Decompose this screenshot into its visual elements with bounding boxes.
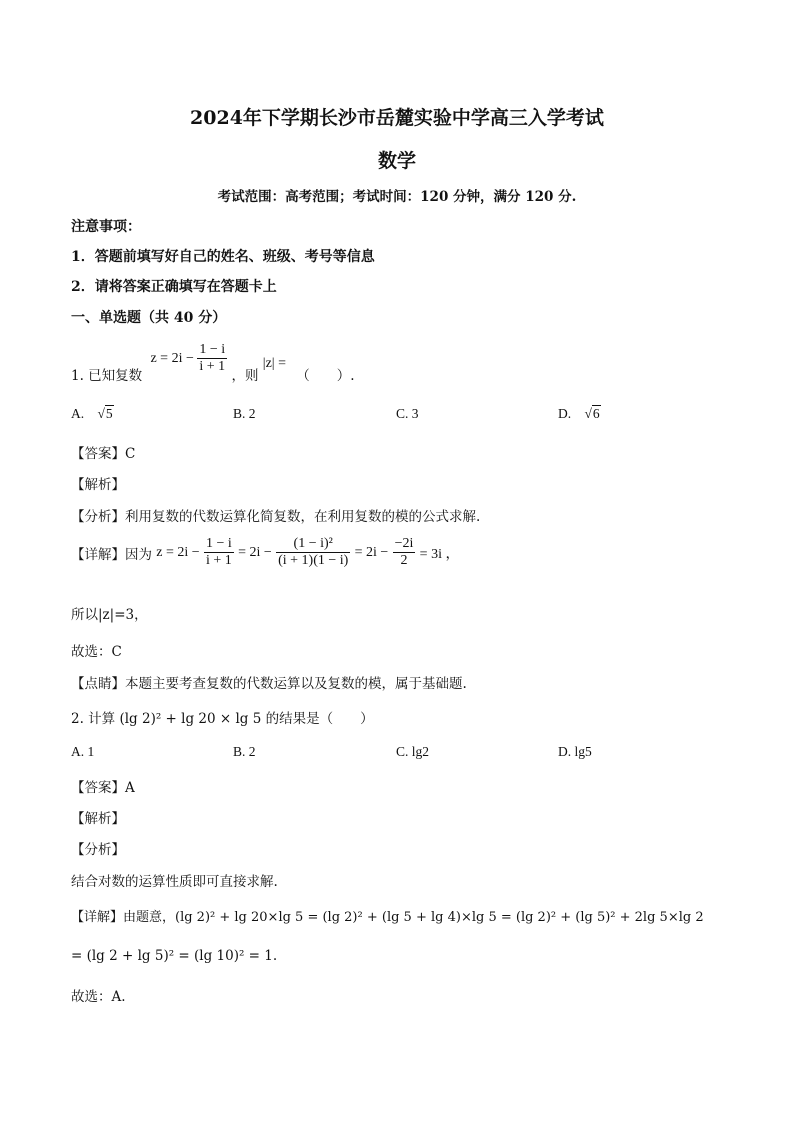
q1-frac-den: i + 1: [199, 359, 226, 375]
q1-detail-frac-1: [204, 536, 234, 569]
q1-option-c: C. 3: [396, 406, 419, 421]
question-1-stem: [71, 342, 355, 382]
q1-option-b: B. 2: [233, 406, 256, 421]
q2-option-a: A. 1: [71, 744, 95, 759]
q2-fenxi-body: 结合对数的运算性质即可直接求解.: [71, 874, 278, 890]
q1-detail-frac-1-den: i + 1: [206, 553, 232, 569]
q2-analysis-label: 【解析】: [71, 811, 125, 827]
q1-detail-eq-3: = 3i ，: [419, 546, 460, 562]
q2-detail-line-2: = (lg 2 + lg 5)² = (lg 10)² = 1.: [71, 948, 278, 964]
q2-detail-line-1: 【详解】由题意，(lg 2)² + lg 20×lg 5 = (lg 2)² + (lg 5 + lg 4)×lg 5 = (lg 2)² + (lg 5)² + 2lg 5×lg 2: [71, 910, 704, 925]
notice-item-2: 2．请将答案正确填写在答题卡上: [71, 279, 277, 295]
q2-answer: 【答案】A: [71, 780, 135, 796]
q1-abs-z: |z| =: [262, 356, 286, 371]
q2-option-c: C. lg2: [396, 744, 430, 759]
q1-detail-frac-3-num: −2i: [394, 536, 414, 551]
q1-option-a: [71, 406, 114, 422]
q1-frac-num: 1 − i: [199, 342, 226, 357]
q1-detail-frac-3: [393, 536, 416, 569]
q2-option-b: B. 2: [233, 744, 256, 759]
q1-detail-prefix: 【详解】因为: [71, 546, 152, 563]
q1-detail-z: z = 2i −: [156, 544, 200, 560]
q1-detail-frac-2-num: (1 − i)²: [293, 536, 333, 551]
q1-z-lhs: z = 2i −: [150, 350, 194, 366]
q1-suffix-b: （ ）.: [296, 368, 355, 384]
notice-item-1: 1．答题前填写好自己的姓名、班级、考号等信息: [71, 249, 375, 265]
sqrt-icon: √6: [584, 406, 600, 421]
q1-option-d: [558, 406, 601, 422]
q1-option-a-value: 5: [105, 406, 113, 421]
q1-option-a-label: A.: [71, 406, 85, 421]
q2-choose: 故选：A.: [71, 989, 126, 1005]
sqrt-icon: √5: [97, 406, 113, 421]
q1-expression: [150, 342, 227, 375]
q1-detail-frac-2-den: (i + 1)(1 − i): [278, 553, 349, 569]
exam-title: 2024年下学期长沙市岳麓实验中学高三入学考试: [190, 107, 604, 129]
notice-heading: 注意事项：: [71, 219, 141, 235]
section-heading-single-choice: 一、单选题（共 40 分）: [71, 310, 227, 326]
q1-detail: [71, 536, 459, 586]
q1-option-d-label: D.: [558, 406, 572, 421]
q2-option-d: D. lg5: [558, 744, 592, 759]
q1-option-d-value: 6: [592, 406, 600, 421]
q1-fraction: [197, 342, 227, 375]
question-2-stem: 2. 计算 (lg 2)² + lg 20 × lg 5 的结果是（ ）: [71, 711, 374, 727]
q1-answer: 【答案】C: [71, 446, 136, 462]
q1-prefix: 1. 已知复数: [71, 368, 143, 384]
q1-detail-frac-3-den: 2: [393, 552, 416, 569]
q1-detail-eq-1: = 2i −: [238, 544, 272, 560]
q1-fenxi: 【分析】利用复数的代数运算化简复数，在利用复数的模的公式求解.: [71, 509, 481, 525]
exam-subject: 数学: [377, 150, 416, 172]
exam-info: 考试范围：高考范围；考试时间：120 分钟，满分 120 分.: [217, 189, 577, 205]
q1-detail-frac-1-num: 1 − i: [206, 536, 232, 551]
q1-so-line: 所以|z|=3，: [71, 607, 148, 623]
q1-suffix-a: ，则: [231, 368, 259, 384]
q1-choose: 故选：C: [71, 644, 122, 660]
q2-fenxi-heading: 【分析】: [71, 842, 125, 858]
q1-detail-frac-2: [276, 536, 350, 569]
q1-analysis-label: 【解析】: [71, 477, 125, 493]
q1-comment: 【点睛】本题主要考查复数的代数运算以及复数的模，属于基础题.: [71, 676, 467, 692]
q1-detail-eq-2: = 2i −: [354, 544, 389, 560]
